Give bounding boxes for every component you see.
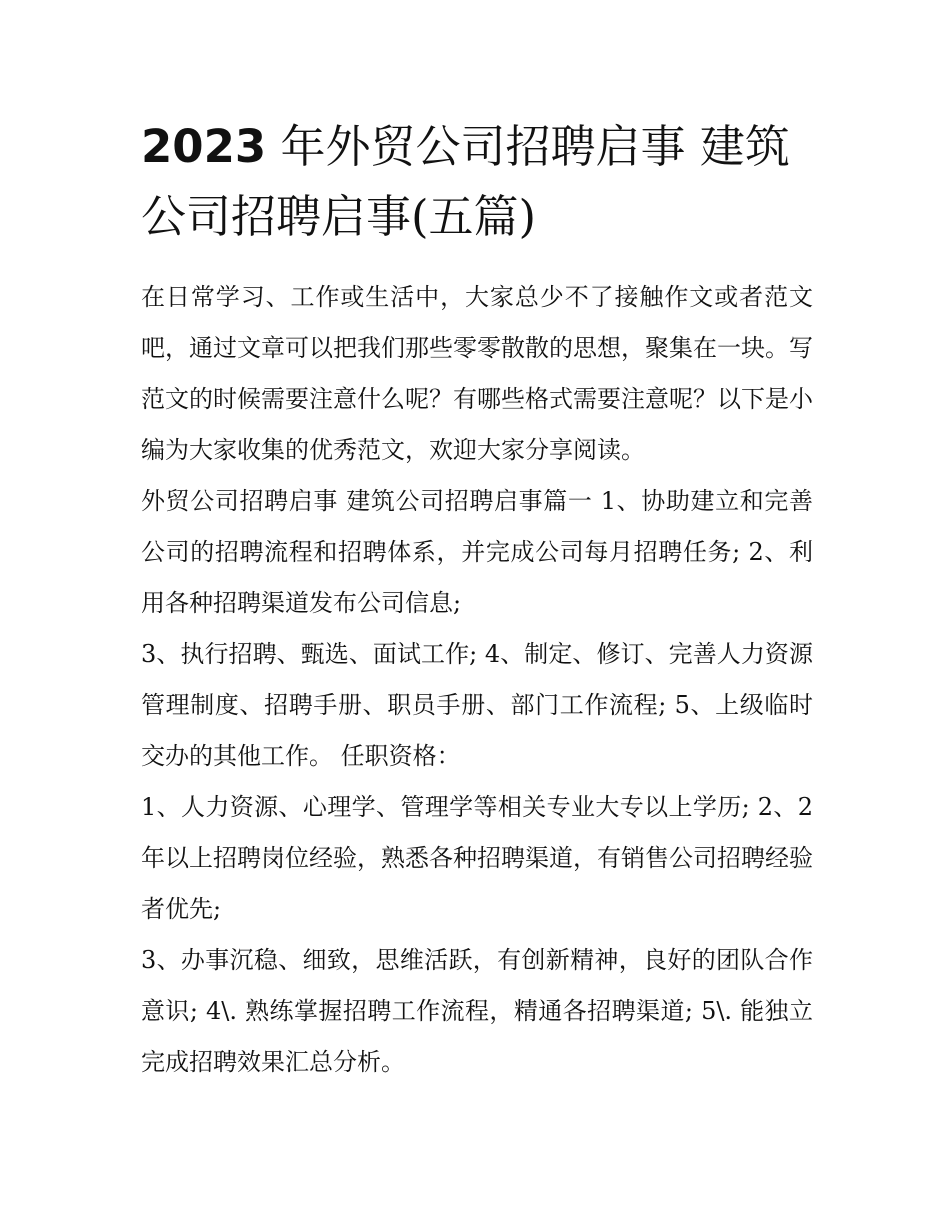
document-title xyxy=(141,112,813,252)
intro-paragraph: 在日常学习、工作或生活中，大家总少不了接触作文或者范文吧，通过文章可以把我们那些零零散散的思想，聚集在一块。写范文的时候需要注意什么呢？有哪些格式需要注意呢？以下是小编为大家收集的优秀范文，欢迎大家分享阅读。 xyxy=(141,283,813,464)
qualifications-paragraph: 1、人力资源、心理学、管理学等相关专业大专以上学历; 2、2年以上招聘岗位经验，熟悉各种招聘渠道，有销售公司招聘经验者优先; xyxy=(141,793,813,923)
section-one-paragraph: 外贸公司招聘启事 建筑公司招聘启事篇一 1、协助建立和完善公司的招聘流程和招聘体系，并完成公司每月招聘任务; 2、利用各种招聘渠道发布公司信息; xyxy=(141,487,813,617)
title-text: 年外贸公司招聘启事 建筑公司招聘启事(五篇) xyxy=(141,120,790,243)
requirements-paragraph: 3、办事沉稳、细致，思维活跃，有创新精神，良好的团队合作意识; 4\. 熟练掌握招聘工作流程，精通各招聘渠道; 5\. 能独立完成招聘效果汇总分析。 xyxy=(141,946,813,1076)
duties-paragraph: 3、执行招聘、甄选、面试工作; 4、制定、修订、完善人力资源管理制度、招聘手册、职员手册、部门工作流程; 5、上级临时交办的其他工作。 任职资格： xyxy=(141,640,813,770)
title-year: 2023 xyxy=(141,120,267,173)
document-body xyxy=(141,272,813,1088)
document-page xyxy=(141,112,813,1088)
